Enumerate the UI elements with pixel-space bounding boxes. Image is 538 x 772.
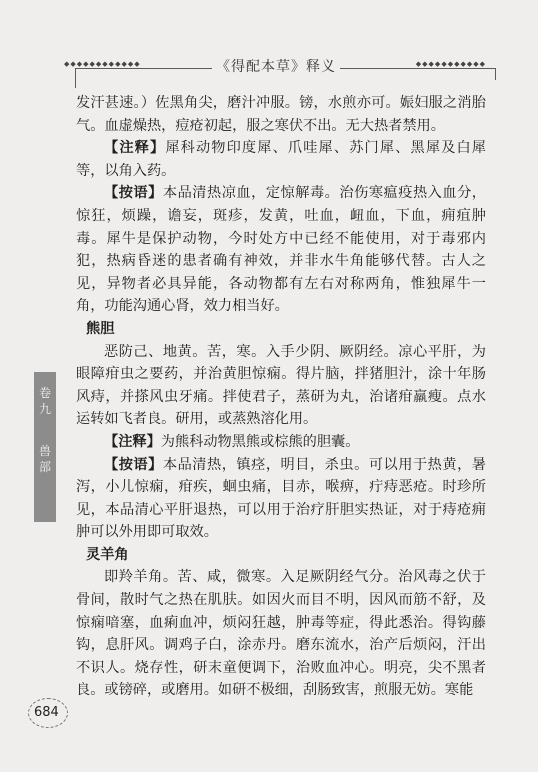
commentary-text: 本品清热，镇痉，明目，杀虫。可以用于热黄，暑泻，小儿惊痫，疳疾，蛔虫痛，目赤，喉痹，疔痔恶疮。时珍所见，本品清心平肝退热，可以用于治疗肝胆实热证，对于痔疮痈肿可以外用即可取效。 [76,456,486,541]
header-rule-corner-right [495,68,496,80]
paragraph: 恶防己、地黄。苦，寒。入手少阴、厥阴经。凉心平肝，为眼障疳虫之要药，并治黄胆惊痫。得片脑，拌猪胆汁，涂十年肠风痔，并搽风虫牙痛。拌使君子，蒸研为丸，治诸疳羸瘦。点水运转如飞者良。研用，或蒸熟溶化用。 [76,343,486,428]
side-label-volume: 卷九 [38,386,51,416]
commentary-tag: 【按语】 [104,456,163,473]
note-text: 犀科动物印度犀、爪哇犀、苏门犀、黑犀及白犀等，以角入药。 [76,140,486,179]
note-paragraph [76,137,486,182]
chapter-side-label [38,385,52,475]
side-label-section: 兽部 [38,444,51,474]
running-header-title: 《得配本草》释义 [212,56,340,76]
paragraph: 即羚羊角。苦、咸，微寒。入足厥阴经气分。治风毒之伏于骨间，散时气之热在肌肤。如因火而目不明，因风而筋不舒，及惊痫喑塞，血痢血冲，烦闷狂越，肿毒等症，得此悉治。得钩藤钩，息肝风。调鸡子白，涂赤丹。磨东流水，治产后烦闷，汗出不识人。烧存性，研末童便调下，治败血冲心。明亮，尖不黑者良。或镑碎，或磨用。如研不极细，刮肠致害，煎服无妨。寒能 [76,569,486,699]
note-text: 为熊科动物黑熊或棕熊的胆囊。 [160,433,360,450]
header-rule-corner-left [75,68,76,88]
header-ornament-left: ◆◆◆◆◆◆◆◆◆◆◆◆ [64,60,141,68]
commentary-paragraph [76,182,486,318]
commentary-text: 本品清热凉血，定惊解毒。治伤寒瘟疫热入血分，惊狂，烦躁，谵妄，斑疹，发黄，吐血，衄血，下血，痈疽肿毒。犀牛是保护动物，今时处方中已经不能使用，对于毒邪内犯，热病昏迷的患者确有神效，并非水牛角能够代替。古人之见，异物者必具异能，各动物都有左右对称两角，惟独犀牛一角，功能沟通心肾，效力相当好。 [76,185,486,315]
paragraph: 发汗甚速。）佐黑角尖，磨汁冲服。镑，水煎亦可。娠妇服之消胎气。血虚燥热，痘疮初起，服之寒伏不出。无大热者禁用。 [76,95,486,134]
note-tag: 【注释】 [104,140,166,157]
section-heading: 灵羊角 [86,546,129,563]
page-number: 684 [34,705,59,720]
note-paragraph [76,431,486,454]
commentary-paragraph [76,454,486,544]
main-text [76,92,486,702]
note-tag: 【注释】 [104,433,161,450]
commentary-tag: 【按语】 [104,185,163,202]
header-ornament-right: ◆◆◆◆◆◆◆◆◆◆◆ [415,60,486,68]
section-heading: 熊胆 [86,320,115,337]
side-label-spacer [38,417,52,443]
